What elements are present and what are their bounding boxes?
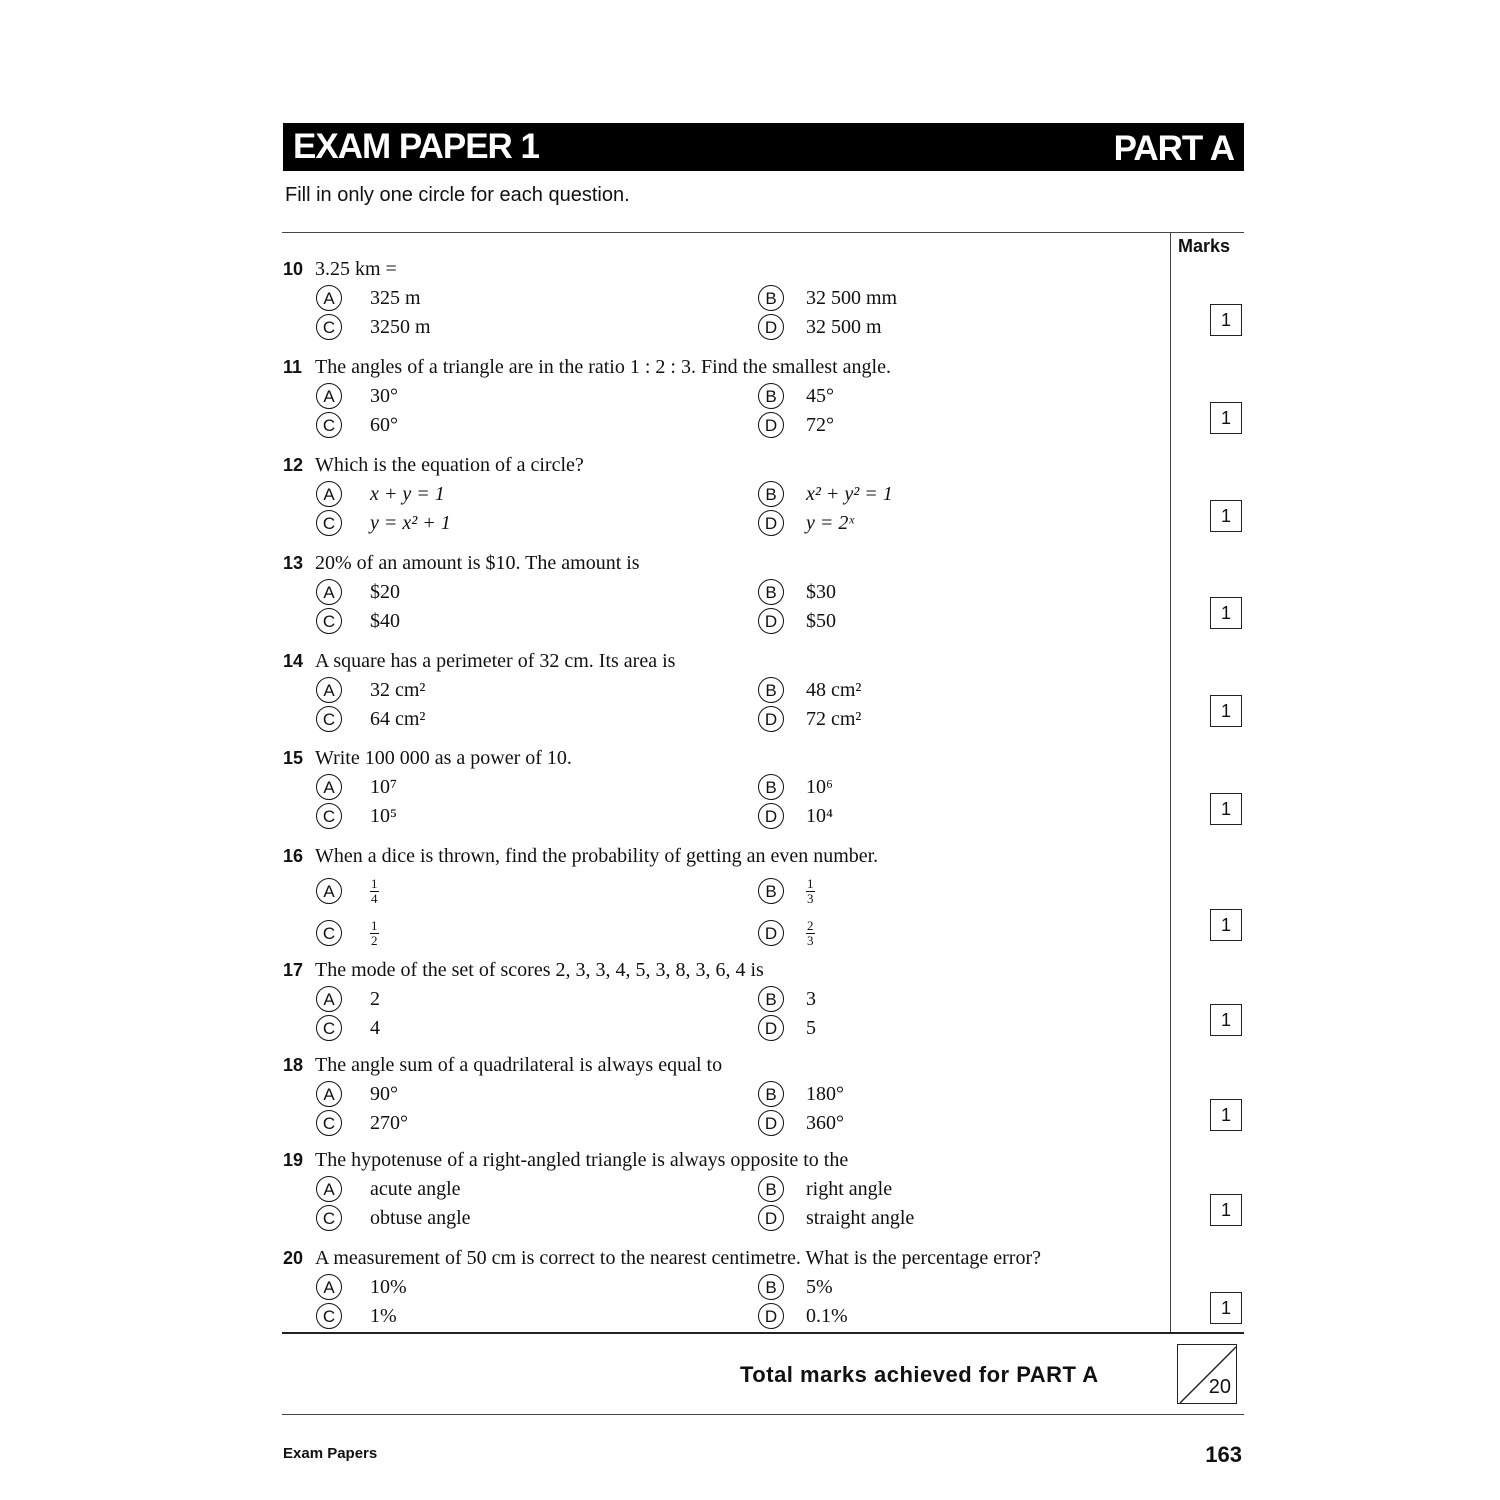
mark-box: 1 [1210, 1194, 1242, 1226]
question-stem: Which is the equation of a circle? [315, 454, 584, 476]
question-13 [283, 548, 1163, 632]
option-a[interactable]: A 10⁷ [316, 774, 397, 800]
option-c-bubble[interactable]: C [316, 1205, 342, 1231]
option-b[interactable]: B 32 500 mm [758, 285, 897, 311]
option-c[interactable]: C 60° [316, 412, 398, 438]
option-c[interactable]: C obtuse angle [316, 1205, 471, 1231]
option-a-bubble[interactable]: A [316, 285, 342, 311]
option-a[interactable]: A 90° [316, 1081, 398, 1107]
page-number: 163 [1205, 1442, 1242, 1467]
option-b[interactable]: B $30 [758, 579, 836, 605]
mark-box: 1 [1210, 500, 1242, 532]
question-number: 10 [283, 259, 304, 279]
question-12 [283, 450, 1163, 534]
option-c[interactable]: C 64 cm² [316, 706, 425, 732]
question-number: 19 [283, 1150, 304, 1170]
option-d-bubble[interactable]: D [758, 920, 784, 946]
option-a[interactable]: A x + y = 1 [316, 481, 445, 507]
option-a-bubble[interactable]: A [316, 579, 342, 605]
option-d-bubble[interactable]: D [758, 510, 784, 536]
option-c[interactable] [316, 917, 379, 948]
option-c[interactable]: C y = x² + 1 [316, 510, 451, 536]
question-11 [283, 352, 1163, 436]
question-18 [283, 1050, 1163, 1134]
option-b-bubble[interactable]: B [758, 677, 784, 703]
option-c-bubble[interactable]: C [316, 510, 342, 536]
total-marks-label: Total marks achieved for PART A [740, 1362, 1099, 1387]
question-15 [283, 743, 1163, 827]
mark-box: 1 [1210, 793, 1242, 825]
option-d[interactable]: D 5 [758, 1015, 816, 1041]
option-d[interactable]: D 32 500 m [758, 314, 882, 340]
mark-box: 1 [1210, 1099, 1242, 1131]
question-number: 15 [283, 748, 304, 768]
mark-box: 1 [1210, 597, 1242, 629]
option-a[interactable]: A 2 [316, 986, 380, 1012]
option-a-bubble[interactable]: A [316, 1176, 342, 1202]
question-20 [283, 1243, 1163, 1327]
mark-box: 1 [1210, 909, 1242, 941]
option-b[interactable] [758, 875, 815, 906]
question-stem: A square has a perimeter of 32 cm. Its area is [315, 650, 676, 672]
option-b[interactable]: B 180° [758, 1081, 844, 1107]
question-19 [283, 1145, 1163, 1229]
marks-column-divider [1170, 232, 1171, 1332]
option-c[interactable]: C 1% [316, 1303, 397, 1329]
option-d[interactable]: D 72 cm² [758, 706, 861, 732]
top-divider [282, 232, 1244, 233]
part-label: PART A [1113, 129, 1234, 168]
option-d-bubble[interactable]: D [758, 412, 784, 438]
option-d-bubble[interactable]: D [758, 314, 784, 340]
question-stem: A measurement of 50 cm is correct to the nearest centimetre. What is the percentage error? [315, 1247, 1041, 1269]
question-number: 17 [283, 960, 304, 980]
question-stem: The angle sum of a quadrilateral is always equal to [315, 1054, 723, 1076]
fraction: $\frac{1}{4}$ [371, 875, 378, 906]
question-stem: Write 100 000 as a power of 10. [315, 747, 572, 769]
option-c-bubble[interactable]: C [316, 803, 342, 829]
option-a[interactable]: A 10% [316, 1274, 407, 1300]
option-b-bubble[interactable]: B [758, 285, 784, 311]
option-a-bubble[interactable]: A [316, 1274, 342, 1300]
fraction: $\frac{2}{3}$ [807, 917, 814, 948]
instructions: Fill in only one circle for each question. [285, 184, 630, 206]
option-a-bubble[interactable]: A [316, 878, 342, 904]
option-b[interactable]: B 10⁶ [758, 774, 833, 800]
option-d-bubble[interactable]: D [758, 1205, 784, 1231]
option-b-bubble[interactable]: B [758, 1274, 784, 1300]
option-c[interactable]: C 10⁵ [316, 803, 397, 829]
option-d[interactable]: D 360° [758, 1110, 844, 1136]
option-c-bubble[interactable]: C [316, 608, 342, 634]
option-d[interactable]: D 10⁴ [758, 803, 833, 829]
option-d-bubble[interactable]: D [758, 706, 784, 732]
question-stem: The angles of a triangle are in the ratio 1 : 2 : 3. Find the smallest angle. [315, 356, 891, 378]
option-c[interactable]: C $40 [316, 608, 400, 634]
question-stem: The mode of the set of scores 2, 3, 3, 4, 5, 3, 8, 3, 6, 4 is [315, 959, 764, 981]
question-stem: 3.25 km = [315, 258, 397, 280]
option-c[interactable]: C 270° [316, 1110, 408, 1136]
fraction: $\frac{1}{3}$ [807, 875, 814, 906]
option-d-bubble[interactable]: D [758, 1303, 784, 1329]
option-a[interactable]: A 32 cm² [316, 677, 425, 703]
option-d[interactable]: D straight angle [758, 1205, 914, 1231]
exam-title: EXAM PAPER 1 [293, 127, 540, 166]
question-number: 11 [283, 357, 303, 377]
footer-divider [282, 1414, 1244, 1415]
question-stem: The hypotenuse of a right-angled triangle is always opposite to the [315, 1149, 849, 1171]
option-c[interactable]: C 3250 m [316, 314, 431, 340]
option-b-bubble[interactable]: B [758, 481, 784, 507]
mark-box: 1 [1210, 695, 1242, 727]
option-d-bubble[interactable]: D [758, 803, 784, 829]
question-number: 14 [283, 651, 304, 671]
option-a-bubble[interactable]: A [316, 481, 342, 507]
option-b[interactable]: B x² + y² = 1 [758, 481, 893, 507]
question-stem: 20% of an amount is $10. The amount is [315, 552, 640, 574]
option-b[interactable]: B right angle [758, 1176, 892, 1202]
option-a[interactable]: A acute angle [316, 1176, 461, 1202]
exam-header-bar [283, 123, 1244, 171]
option-a-bubble[interactable]: A [316, 774, 342, 800]
option-d[interactable]: D 0.1% [758, 1303, 848, 1329]
option-b-bubble[interactable]: B [758, 383, 784, 409]
question-14 [283, 646, 1163, 730]
option-a-bubble[interactable]: A [316, 1081, 342, 1107]
option-b-bubble[interactable]: B [758, 774, 784, 800]
option-b-bubble[interactable]: B [758, 878, 784, 904]
option-b-bubble[interactable]: B [758, 1176, 784, 1202]
option-a-bubble[interactable]: A [316, 986, 342, 1012]
footer-section: Exam Papers [283, 1445, 378, 1462]
option-a[interactable]: A 325 m [316, 285, 421, 311]
option-d[interactable]: D $50 [758, 608, 836, 634]
mark-box: 1 [1210, 402, 1242, 434]
total-marks-box [1177, 1344, 1237, 1404]
question-stem: When a dice is thrown, find the probability of getting an even number. [315, 845, 879, 867]
question-number: 20 [283, 1248, 304, 1268]
option-d[interactable]: D 72° [758, 412, 834, 438]
option-d[interactable]: D y = 2ˣ [758, 510, 854, 536]
question-number: 18 [283, 1055, 304, 1075]
question-10 [283, 254, 1163, 338]
question-number: 12 [283, 455, 304, 475]
option-b-bubble[interactable]: B [758, 1081, 784, 1107]
option-d[interactable] [758, 917, 815, 948]
fraction: $\frac{1}{2}$ [371, 917, 378, 948]
option-a[interactable]: A 30° [316, 383, 398, 409]
option-a[interactable]: A $20 [316, 579, 400, 605]
option-a-bubble[interactable]: A [316, 677, 342, 703]
option-b[interactable]: B 45° [758, 383, 834, 409]
total-out-of: 20 [1208, 1376, 1231, 1398]
marks-heading: Marks [1178, 236, 1231, 256]
mark-box: 1 [1210, 304, 1242, 336]
mark-box: 1 [1210, 1292, 1242, 1324]
option-a[interactable] [316, 875, 379, 906]
option-b-bubble[interactable]: B [758, 579, 784, 605]
option-c-bubble[interactable]: C [316, 920, 342, 946]
option-c-bubble[interactable]: C [316, 1015, 342, 1041]
question-16 [283, 841, 1163, 948]
option-c-bubble[interactable]: C [316, 412, 342, 438]
option-c-bubble[interactable]: C [316, 1303, 342, 1329]
option-d-bubble[interactable]: D [758, 608, 784, 634]
option-d-bubble[interactable]: D [758, 1110, 784, 1136]
question-17 [283, 955, 1163, 1039]
question-number: 16 [283, 846, 304, 866]
option-c-bubble[interactable]: C [316, 1110, 342, 1136]
question-number: 13 [283, 553, 304, 573]
option-c-bubble[interactable]: C [316, 706, 342, 732]
option-b[interactable]: B 48 cm² [758, 677, 861, 703]
option-b-bubble[interactable]: B [758, 986, 784, 1012]
option-d-bubble[interactable]: D [758, 1015, 784, 1041]
questions-bottom-divider [282, 1332, 1244, 1334]
option-c[interactable]: C 4 [316, 1015, 380, 1041]
mark-box: 1 [1210, 1004, 1242, 1036]
option-b[interactable]: B 5% [758, 1274, 833, 1300]
option-a-bubble[interactable]: A [316, 383, 342, 409]
option-c-bubble[interactable]: C [316, 314, 342, 340]
option-b[interactable]: B 3 [758, 986, 816, 1012]
